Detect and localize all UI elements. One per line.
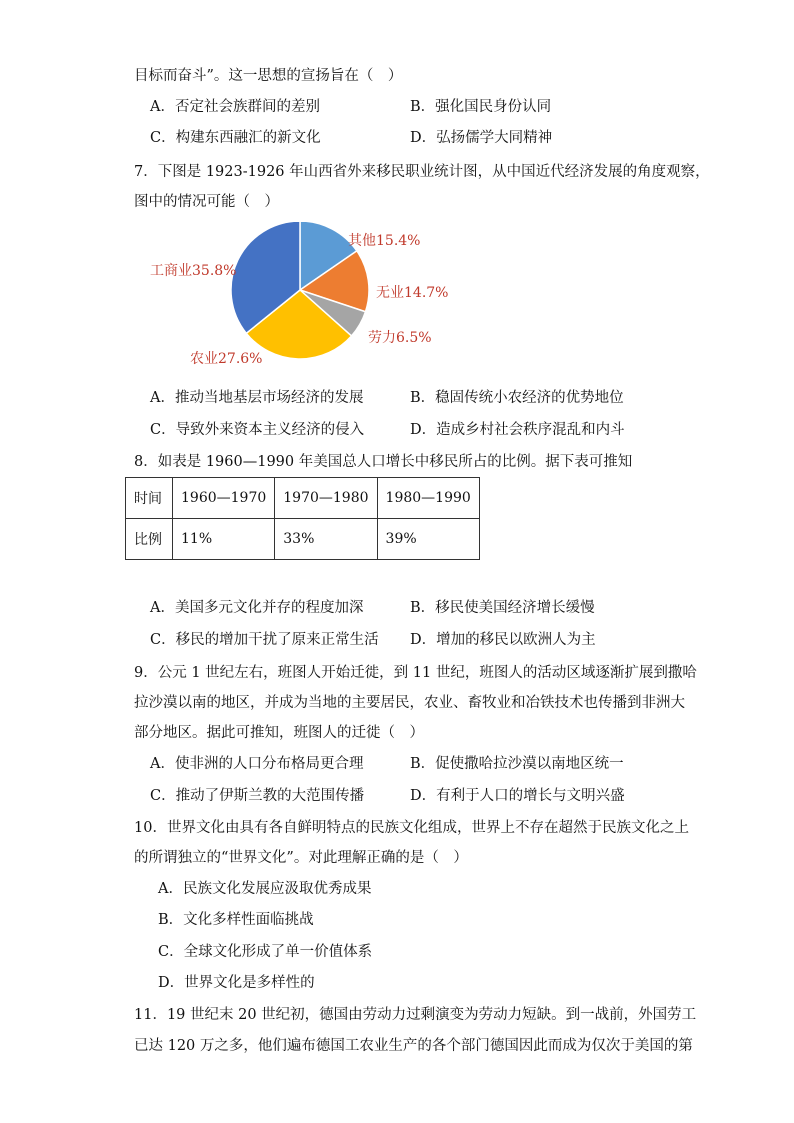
q7-stem-line-1: 7．下图是 1923-1926 年山西省外来移民职业统计图，从中国近代经济发展的角度观察， [134, 164, 710, 180]
q7-option-d[interactable]: D．造成乡村社会秩序混乱和内斗 [410, 422, 625, 438]
pie-slice-label: 农业27.6% [190, 351, 263, 367]
q6-option-b[interactable]: B．强化国民身份认同 [410, 99, 552, 115]
table-cell: 时间 [126, 478, 173, 519]
q11-stem-line-2: 已达 120 万之多，他们遍布德国工农业生产的各个部门德国因此而成为仅次于美国的第 [134, 1038, 693, 1054]
q9-option-b[interactable]: B．促使撒哈拉沙漠以南地区统一 [410, 756, 624, 772]
q11-stem-line-1: 11．19 世纪末 20 世纪初，德国由劳动力过剩演变为劳动力短缺。到一战前，外国劳工 [134, 1007, 697, 1023]
q8-option-b[interactable]: B．移民使美国经济增长缓慢 [410, 600, 595, 616]
table-cell: 1980—1990 [377, 478, 479, 519]
q9-stem-line-1: 9．公元 1 世纪左右，班图人开始迁徙，到 11 世纪，班图人的活动区域逐渐扩展到撒哈 [134, 665, 697, 681]
q9-option-c[interactable]: C．推动了伊斯兰教的大范围传播 [150, 788, 365, 804]
q10-stem-line-2: 的所谓独立的“世界文化”。对此理解正确的是（ ） [134, 850, 468, 866]
q7-stem-line-2: 图中的情况可能（ ） [134, 194, 279, 210]
q8-stem: 8．如表是 1960—1990 年美国总人口增长中移民所占的比例。据下表可推知 [134, 454, 633, 470]
pie-slice-label: 其他15.4% [348, 233, 421, 249]
q6-option-c[interactable]: C．构建东西融汇的新文化 [150, 130, 321, 146]
q9-stem-line-3: 部分地区。据此可推知，班图人的迁徙（ ） [134, 725, 424, 741]
q6-option-d[interactable]: D．弘扬儒学大同精神 [410, 130, 553, 146]
q10-option-a[interactable]: A．民族文化发展应汲取优秀成果 [158, 881, 372, 897]
pie-slice-label: 劳力6.5% [368, 330, 432, 346]
q10-option-b[interactable]: B．文化多样性面临挑战 [158, 912, 314, 928]
q10-option-d[interactable]: D．世界文化是多样性的 [158, 975, 315, 991]
table-cell: 39% [377, 519, 479, 560]
table-cell: 33% [275, 519, 377, 560]
q10-option-c[interactable]: C．全球文化形成了单一价值体系 [158, 944, 373, 960]
q8-option-d[interactable]: D．增加的移民以欧洲人为主 [410, 632, 596, 648]
pie-slice-label: 无业14.7% [376, 285, 449, 301]
q7-option-a[interactable]: A．推动当地基层市场经济的发展 [150, 390, 364, 406]
q6-option-a[interactable]: A．否定社会族群间的差别 [150, 99, 320, 115]
table-header-row [126, 478, 480, 519]
table-cell: 1970—1980 [275, 478, 377, 519]
q9-option-a[interactable]: A．使非洲的人口分布格局更合理 [150, 756, 364, 772]
q9-stem-line-2: 拉沙漠以南的地区，并成为当地的主要居民，农业、畜牧业和冶铁技术也传播到非洲大 [134, 695, 685, 711]
table-cell: 比例 [126, 519, 173, 560]
q8-option-c[interactable]: C．移民的增加干扰了原来正常生活 [150, 632, 379, 648]
q8-option-a[interactable]: A．美国多元文化并存的程度加深 [150, 600, 364, 616]
pie-slice-label: 工商业35.8% [150, 263, 237, 279]
table-cell: 11% [173, 519, 275, 560]
table-cell: 1960—1970 [173, 478, 275, 519]
pie-chart [140, 222, 460, 372]
q9-option-d[interactable]: D．有利于人口的增长与文明兴盛 [410, 788, 625, 804]
migration-table [125, 477, 480, 560]
q6-stem: 目标而奋斗”。这一思想的宣扬旨在（ ） [134, 68, 403, 84]
q10-stem-line-1: 10．世界文化由具有各自鲜明特点的民族文化组成，世界上不存在超然于民族文化之上 [134, 820, 689, 836]
q7-option-b[interactable]: B．稳固传统小农经济的优势地位 [410, 390, 624, 406]
table-row [126, 519, 480, 560]
q7-option-c[interactable]: C．导致外来资本主义经济的侵入 [150, 422, 365, 438]
